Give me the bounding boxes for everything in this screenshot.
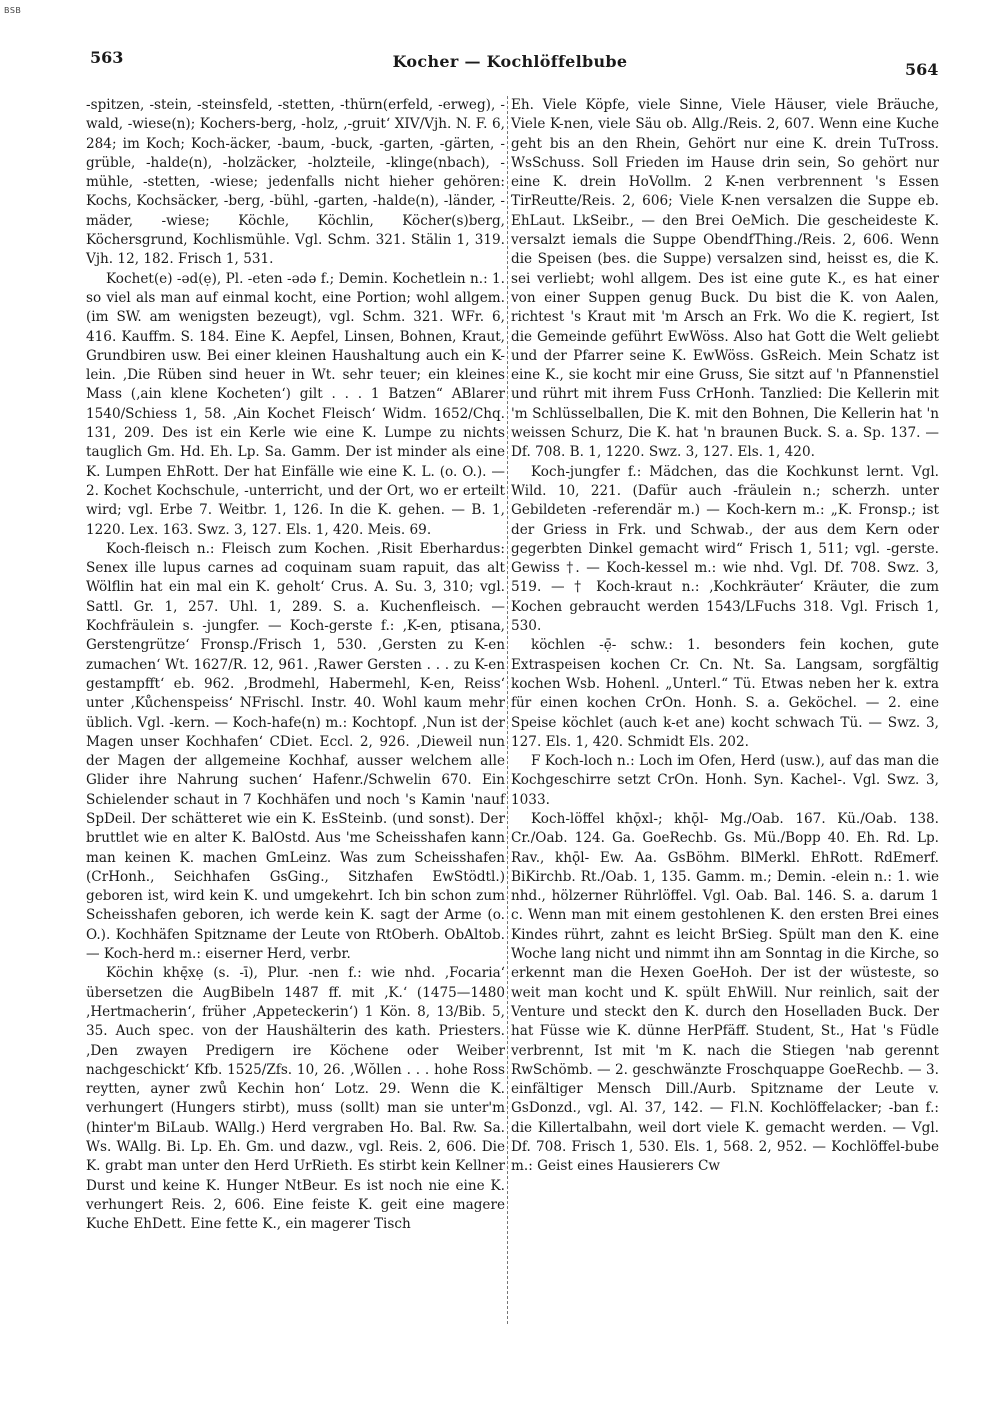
entry-koch-loch: F Koch-loch n.: Loch im Ofen, Herd (usw.), auf das man die Kochgeschirre setzt CrOn. Honh. Syn. Kachel-. Vgl. Swz. 3, 1033.	[511, 753, 939, 808]
page-number-left: 563	[90, 48, 124, 67]
entry-koch-fleisch: Koch-fleisch n.: Fleisch zum Kochen. ‚Risit Eberhardus: Senex ille lupus carnes ad coquinam suam rapuit, das alt Wölflin hat ein mal ein K. geholt‘ Crus. A. Su. 3, 310; vgl. Sattl. Gr. 1, 257. Uhl. 1, 289. S. a. Kuchenfleisch. — Kochfräulein s. -jungfer. — Koch-gerste f.: ‚K-en, ptisana, Gerstengrütze‘ Fronsp./Frisch 1, 530. ‚Gersten zu K-en zumachen‘ Wt. 1627/R. 12, 961. ‚Rawer Gersten . . . zu K-en gestampfft‘ eb. 962. ‚Brodmehl, Habermehl, K-en, Reiss‘ unter ‚Kůchenspeiss‘ NFrischl. Instr. 40. Wohl kaum mehr üblich. Vgl. -kern. — Koch-hafe(n) m.: Kochtopf. ‚Nun ist der Magen unser Kochhafen‘ CDiet. Eccl. 2, 926. ‚Dieweil nun der Magen der allgemeine Kochhaf, ausser welchem alle Glider ihre Nahrung suchen‘ Hafenr./Schwelin 670. Ein Schielender schaut in 7 Kochhäfen und noch 's Kamin 'nauf SpDeil. Der schätteret wie ein K. EsSteinb. (und sonst). Der bruttlet wie en alter K. BalOstd. Aus 'me Scheisshafen kann man keinen K. machen GmLeinz. Was zum Scheisshafen (CrHonh., Seichhafen GsGing., Sitzhafen EwStödtl.) geboren ist, wird kein K. und umgekehrt. Ich bin schon zum Scheisshafen geboren, ich werde kein K. sagt der Arme (o. O.). Kochhäfen Spitzname der Leute von RtOberh. ObAltob. — Koch-herd m.: eiserner Herd, verbr.	[86, 540, 505, 963]
page-number-right: 564	[905, 60, 939, 79]
entry-koechin: Köchin khę̄xẹ (s. -ī), Plur. -nen f.: wie nhd. ‚Focaria‘ übersetzen die AugBibeln 1487 ff. mit ‚K.‘ (1475—1480 ‚Hertmacherin‘, früher ‚Appeteckerin‘) 1 Kön. 8, 13/Bib. 5, 35. Auch spec. von der Haushälterin des kath. Priesters. ‚Den zwayen Predigern ire Köchene oder Weiber nachgeschickt‘ Kfb. 1525/Zfs. 10, 26. ‚Wŏllen . . . hohe Ross reytten, ayner zwů Kechin hon‘ Lotz. 29. Wenn die K. verhungert (Hungers stirbt), muss (sollt) man sie unter'm (hinter'm BiLaub. WAllg.) Herd vergraben Ho. Bal. Rw. Sa. Ws. WAllg. Bi. Lp. Eh. Gm. und dazw., vgl. Reis. 2, 606. Die K. grabt man unter den Herd UrRieth. Es stirbt kein Kellner Durst und keine K. Hunger NtBeur. Es ist noch nie eine K. verhungert Reis. 2, 606. Eine feiste K. geit eine magere Kuche EhDett. Eine fette K., ein magerer Tisch	[86, 965, 505, 1233]
entry-koch-loeffel: Koch-löffel khǭxl-; khǭl- Mg./Oab. 167. Kü./Oab. 138. Cr./Oab. 124. Ga. GoeRechb. Gs. Mü./Bopp 40. Eh. Rd. Lp. Rav., khǭl- Ew. Aa. GsBöhm. BlMerkl. EhRott. RdEmerf. BiKirchb. Rt./Oab. 1, 135. Gamm. m.; Demin. -elein n.: 1. wie nhd., hölzerner Rührlöffel. Vgl. Oab. Bal. 146. S. a. darum 1 c. Wenn man mit einem gestohlenen K. den ersten Brei eines Kindes rührt, zahnt es leicht BrSieg. Spült man den K. eine Woche lang nicht und nimmt ihn am Sonntag in die Kirche, so erkennt man die Hexen GoeHoh. Der ist der wüsteste, so weit man kocht und K. spült EhWill. Nur reinlich, sait der Venture und steckt den K. durch den Hoselladen Buck. Der hat Füsse wie K. dünne HerPfäff. Student, St., Hat 's Füdle verbrennt, Ist mit 'm K. nach die Stiegen 'nab gerennt RwSchömb. — 2. geschwänzte Froschquappe GoeRechb. — 3. einfältiger Mensch Dill./Aurb. Spitzname der Leute v. GsDonzd., vgl. Al. 37, 142. — Fl.N. Kochlöffelacker; -ban f.: die Killertalbahn, weil dort viele K. gemacht werden. — Vgl. Df. 708. Frisch 1, 530. Els. 1, 568. 2, 952. — Kochlöffel-bube m.: Geist eines Hausierers Cw	[511, 810, 939, 1175]
entry-koechlen: köchlen -ẹ̄- schw.: 1. besonders fein kochen, gute Extraspeisen kochen Cr. Cn. Nt. Sa. Langsam, sorgfältig kochen Wsb. Hohenl. „Unterl.“ Tü. Etwas neben her k. extra für einen kochen CrOn. Honh. S. a. Geköchel. — 2. eine Speise köchlet (auch k-et ane) kocht schwach Tü. — Swz. 3, 127. Els. 1, 420. Schmidt Els. 202.	[511, 637, 939, 750]
column-divider	[507, 96, 508, 1324]
paragraph: -spitzen, -stein, -steinsfeld, -stetten, -thürn(erfeld, -erweg), -wald, -wiese(n); Kochers-berg, -holz, ‚-gruit‘ XIV/Vjh. N. F. 6, 284; im Koch; Koch-äcker, -baum, -buck, -garten, -gärten, -grüble, -halde(n), -holzäcker, -holzteile, -klinge(nbach), -mühle, -stetten, -wiese; jedenfalls nicht hieher gehören: Kochs, Kochsäcker, -berg, -bühl, -garten, -halde(n), -länder, -mäder, -wiese; Köchle, Köchlin, Köcher(s)berg, Köchersgrund, Kochlismühle. Vgl. Schm. 321. Stälin 1, 319. Vjh. 12, 182. Frisch 1, 531.	[86, 97, 505, 268]
entry-koch-jungfer: Koch-jungfer f.: Mädchen, das die Kochkunst lernt. Vgl. Wild. 10, 221. (Dafür auch -fräulein n.; scherzh. unter Gebildeten -referendär m.) — Koch-kern m.: „K. Fronsp.; ist der Griess in Frk. und Schwab., der aus dem Kern oder gegerbten Dinkel gemacht wird“ Frisch 1, 511; vgl. -gerste. Gewiss †. — Koch-kessel m.: wie nhd. Vgl. Df. 708. Swz. 3, 519. — † Koch-kraut n.: ‚Kochkräuter‘ Kräuter, die zum Kochen gebraucht werden 1543/LFuchs 318. Vgl. Frisch 1, 530.	[511, 463, 939, 635]
running-head: Kocher — Kochlöffelbube	[392, 52, 628, 71]
paragraph: Eh. Viele Köpfe, viele Sinne, Viele Häuser, viele Bräuche, Viele K-nen, viele Säu ob. Allg./Reis. 2, 607. Wenn eine Kuche geht bis an den Rhein, Gehört nur eine K. drein TuTross. WsSchuss. Soll Frieden im Hause drin sein, So gehört nur eine K. drein HoVollm. 2 K-nen verbrennent 's Essen TirReutte/Reis. 2, 606; Viele K-nen versalzen die Suppe eb. EhLaut. LkSeibr., — den Brei OeMich. Die gescheideste K. versalzt iemals die Suppe ObendfThing./Reis. 2, 606. Wenn die Speisen (bes. die Suppe) versalzen sind, heisst es, die K. sei verliebt; wohl allgem. Des ist eine gute K., es hat einer von einer Suppen genug Buck. Du bist die K. von Aalen, richtest 's Kraut mit 'm Arsch an Frk. Wo die K. regiert, Ist die Gemeinde geführt EwWöss. Also hat Gott die Welt geliebt und der Pfarrer seine K. EwWöss. GsReich. Mein Schatz ist eine K., sie kocht mir eine Gruss, Sie sitzt auf 'n Pfannenstiel und rührt mit ihrem Fuss CrHonh. Tanzlied: Die Kellerin mit 'm Schlüsselballen, Die K. mit den Bohnen, Die Kellerin hat 'n weissen Schurz, Die K. hat 'n braunen Buck. S. a. Sp. 137. — Df. 708. B. 1, 1220. Swz. 3, 127. Els. 1, 420.	[511, 97, 939, 461]
library-stamp: BSB	[4, 6, 22, 15]
left-column	[86, 96, 505, 1235]
right-column	[511, 96, 939, 1177]
entry-kochet: Kochet(e) -əd(ẹ), Pl. -eten -ədə f.; Demin. Kochetlein n.: 1. so viel als man auf einmal kocht, eine Portion; wohl allgem. (im SW. am wenigsten bezeugt), vgl. Schm. 321. WFr. 6, 416. Kauffm. S. 184. Eine K. Aepfel, Linsen, Bohnen, Kraut, Grundbiren usw. Bei einer kleinen Haushaltung auch ein K-lein. ‚Die Rüben sind heuer in Wt. sehr teuer; ein kleines Mass (‚ain klene Kocheten‘) gilt . . . 1 Batzen“ ABlarer 1540/Schiess 1, 58. ‚Ain Kochet Fleisch‘ Widm. 1652/Chq. 131, 209. Des ist ein Kerle wie eine K. Lumpe zu nichts tauglich Gm. Hd. Eh. Lp. Sa. Gamm. Der ist minder als eine K. Lumpen EhRott. Der hat Einfälle wie eine K. L. (o. O.). — 2. Kochet Kochschule, -unterricht, und der Ort, wo er erteilt wird; vgl. Erbe 7. Weitbr. 1, 126. In die K. gehen. — B. 1, 1220. Lex. 163. Swz. 3, 127. Els. 1, 420. Meis. 69.	[86, 270, 505, 538]
